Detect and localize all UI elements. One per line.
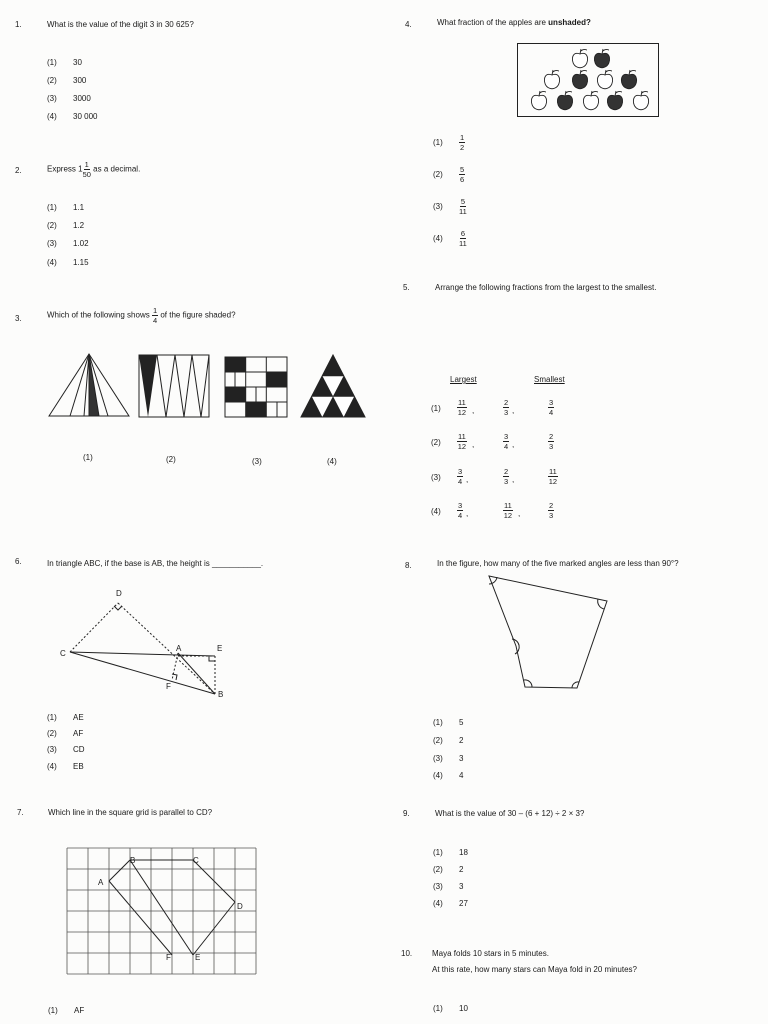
figure-option-2[interactable]	[138, 354, 210, 418]
option[interactable]: (3) 3	[433, 754, 464, 763]
option[interactable]: (2) 1.2	[47, 221, 85, 230]
question-number: 7.	[17, 808, 24, 817]
fraction: $\frac{3}{4}$	[458, 501, 463, 520]
figure-option-4[interactable]	[300, 354, 366, 418]
figure-option-3[interactable]	[224, 356, 288, 418]
unshaded-apple-icon	[583, 91, 598, 110]
fraction: $\frac{3}{4}$	[458, 467, 463, 486]
option[interactable]: (1) AE	[47, 713, 84, 722]
square-grid	[67, 848, 255, 976]
separator-comma: ,	[472, 440, 475, 449]
shaded-apple-icon	[621, 70, 636, 89]
option[interactable]: (2) $\frac{5}{6}$	[433, 165, 465, 184]
option[interactable]: (1) 30	[47, 58, 82, 67]
fraction: $\frac{11}{12}$	[457, 398, 467, 417]
option[interactable]: (4) $\frac{6}{11}$	[433, 229, 467, 248]
fraction: $\frac{2}{3}$	[504, 398, 509, 417]
option[interactable]: (2) 2	[433, 736, 464, 745]
unshaded-apple-icon	[633, 91, 648, 110]
point-label-B: B	[218, 690, 224, 699]
question-number: 1.	[15, 20, 22, 29]
point-label-F: F	[166, 682, 171, 691]
unshaded-apple-icon	[597, 70, 612, 89]
triangle-diagram	[60, 590, 230, 702]
question-text: Which of the following shows $\frac{1}{4}$ of the figure shaded?	[47, 306, 236, 325]
option[interactable]: (1) 10	[433, 1004, 468, 1013]
option-number: (3)	[431, 473, 441, 482]
figure-label: (3)	[252, 457, 262, 466]
option[interactable]: (3) 3	[433, 882, 464, 891]
point-label-A: A	[176, 644, 182, 653]
separator-comma: ,	[512, 440, 515, 449]
option[interactable]: (4) 1.15	[47, 258, 89, 267]
option[interactable]: (1) $\frac{1}{2}$	[433, 133, 465, 152]
question-number: 5.	[403, 283, 410, 292]
point-label-B: B	[130, 856, 136, 865]
shaded-apple-icon	[557, 91, 572, 110]
question-text: Express 1 $\frac{1}{50}$ as a decimal.	[47, 160, 141, 179]
fraction: $\frac{3}{4}$	[549, 398, 554, 417]
option[interactable]: (4) 27	[433, 899, 468, 908]
unshaded-apple-icon	[572, 49, 587, 68]
point-label-D: D	[237, 902, 243, 911]
unshaded-apple-icon	[544, 70, 559, 89]
question-number: 3.	[15, 314, 22, 323]
figure-label: (2)	[166, 455, 176, 464]
fraction: $\frac{11}{12}$	[548, 467, 558, 486]
separator-comma: ,	[466, 509, 469, 518]
shaded-apple-icon	[594, 49, 609, 68]
option[interactable]: (3) 3000	[47, 94, 91, 103]
point-label-F: F	[166, 953, 171, 962]
option[interactable]: (2) AF	[47, 729, 84, 738]
option[interactable]: (1) AF	[48, 1006, 85, 1015]
largest-label: Largest	[450, 375, 477, 384]
fraction: $\frac{3}{4}$	[504, 432, 509, 451]
point-label-C: C	[193, 856, 199, 865]
question-text: Arrange the following fractions from the largest to the smallest.	[435, 283, 657, 292]
option[interactable]: (1) 5	[433, 718, 464, 727]
question-number: 6.	[15, 557, 22, 566]
option[interactable]: (3) $\frac{5}{11}$	[433, 197, 467, 216]
apples-box	[517, 43, 659, 117]
shaded-apple-icon	[572, 70, 587, 89]
option[interactable]: (2) 300	[47, 76, 87, 85]
fraction: $\frac{11}{12}$	[503, 501, 513, 520]
fraction: $\frac{2}{3}$	[504, 467, 509, 486]
pentagon-figure	[485, 572, 613, 692]
option[interactable]: (1) 18	[433, 848, 468, 857]
option-number: (1)	[431, 404, 441, 413]
question-text: In the figure, how many of the five marked angles are less than 90°?	[437, 559, 679, 568]
separator-comma: ,	[512, 406, 515, 415]
question-text: What fraction of the apples are unshaded?	[437, 18, 591, 27]
fraction: $\frac{2}{3}$	[549, 501, 554, 520]
shaded-apple-icon	[607, 91, 622, 110]
option[interactable]: (2) 2	[433, 865, 464, 874]
separator-comma: ,	[472, 406, 475, 415]
point-label-D: D	[116, 589, 122, 598]
fraction: $\frac{11}{12}$	[457, 432, 467, 451]
point-label-E: E	[217, 644, 223, 653]
question-text: In triangle ABC, if the base is AB, the height is ___________.	[47, 559, 264, 568]
fraction: $\frac{2}{3}$	[549, 432, 554, 451]
option[interactable]: (4) 4	[433, 771, 464, 780]
question-number: 10.	[401, 949, 413, 958]
question-text: What is the value of 30 – (6 + 12) ÷ 2 × 3?	[435, 809, 585, 818]
question-number: 2.	[15, 166, 22, 175]
figure-option-1[interactable]	[48, 352, 130, 418]
option[interactable]: (3) CD	[47, 745, 85, 754]
separator-comma: ,	[466, 475, 469, 484]
separator-comma: ,	[512, 475, 515, 484]
option-number: (4)	[431, 507, 441, 516]
option-number: (2)	[431, 438, 441, 447]
point-label-E: E	[195, 953, 201, 962]
option[interactable]: (3) 1.02	[47, 239, 89, 248]
point-label-C: C	[60, 649, 66, 658]
question-text-line-2: At this rate, how many stars can Maya fold in 20 minutes?	[432, 965, 637, 974]
question-text-line-1: Maya folds 10 stars in 5 minutes.	[432, 949, 549, 958]
figure-label: (4)	[327, 457, 337, 466]
smallest-label: Smallest	[534, 375, 565, 384]
question-text: What is the value of the digit 3 in 30 625?	[47, 20, 194, 29]
question-text: Which line in the square grid is parallel to CD?	[48, 808, 213, 817]
option[interactable]: (4) EB	[47, 762, 84, 771]
option[interactable]: (1) 1.1	[47, 203, 85, 212]
question-number: 9.	[403, 809, 410, 818]
unshaded-apple-icon	[531, 91, 546, 110]
option[interactable]: (4) 30 000	[47, 112, 98, 121]
question-number: 8.	[405, 561, 412, 570]
apples-figure	[518, 44, 658, 116]
separator-comma: ,	[518, 509, 521, 518]
point-label-A: A	[98, 878, 104, 887]
question-number: 4.	[405, 20, 412, 29]
figure-label: (1)	[83, 453, 93, 462]
